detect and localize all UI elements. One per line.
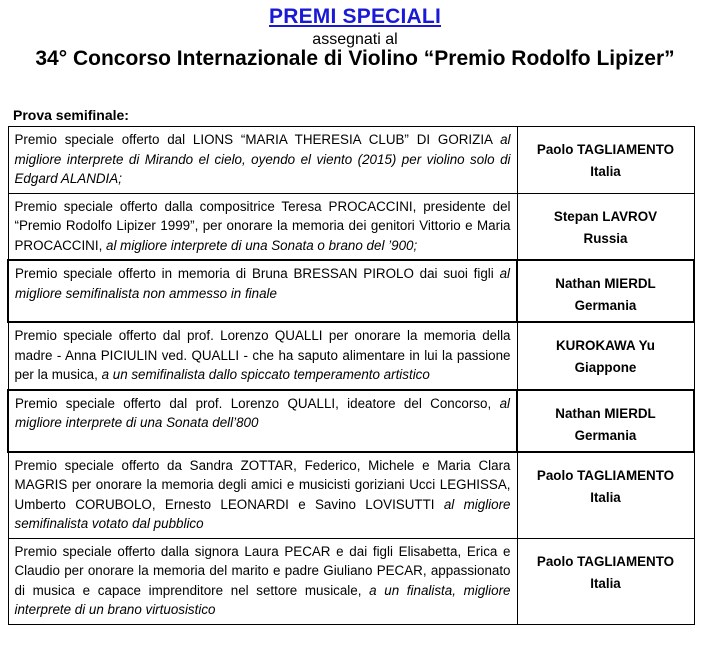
winner-country: Germania <box>574 298 637 313</box>
prize-row <box>8 452 694 539</box>
prize-description <box>8 127 517 194</box>
prize-description <box>8 260 517 322</box>
prize-purpose: a un finalista, migliore interprete di un brano virtuosistico <box>14 582 511 617</box>
winner-country: Italia <box>590 164 621 179</box>
winner-name: Stepan LAVROV <box>553 208 658 224</box>
prize-winner <box>517 452 694 539</box>
winner-name: Paolo TAGLIAMENTO <box>536 467 675 483</box>
prize-description <box>8 193 517 260</box>
winner-country: Russia <box>583 230 628 246</box>
prize-text: Premio speciale offerto dal prof. Lorenzo QUALLI, ideatore del Concorso, <box>15 395 500 411</box>
prize-purpose: al migliore interprete di una Sonata o brano del ’900; <box>106 237 418 253</box>
prize-description <box>8 452 517 539</box>
section-label: Prova semifinale: <box>13 107 129 123</box>
prize-purpose: al migliore semifinalista votato dal pubblico <box>14 496 511 531</box>
prize-purpose: al migliore interprete di Mirando el cielo, oyendo el viento (2015) per violino solo di Edgard ALANDIA; <box>14 132 511 186</box>
prize-winner <box>517 538 694 624</box>
winner-name: Nathan MIERDL <box>555 276 656 291</box>
winner-country: Italia <box>590 575 621 591</box>
prize-text: Premio speciale offerto dal prof. Lorenzo QUALLI per onorare la memoria della madre - Anna PICIULIN ved. QUALLI - che ha saputo alimentare in lui la passione per la musica, <box>14 328 511 382</box>
winner-country: Giappone <box>574 360 637 375</box>
document-title: PREMI SPECIALI <box>269 5 441 28</box>
prize-text: Premio speciale offerto in memoria di Bruna BRESSAN PIROLO dai suoi figli <box>15 266 500 281</box>
prize-row <box>8 260 694 322</box>
prize-winner <box>517 322 694 390</box>
competition-heading: 34° Concorso Internazionale di Violino “Premio Rodolfo Lipizer” <box>35 47 675 70</box>
prize-row <box>8 193 694 260</box>
prize-row <box>8 127 694 194</box>
prize-row <box>8 390 694 452</box>
winner-country: Italia <box>590 489 621 505</box>
prize-winner <box>517 260 694 322</box>
document-subtitle: assegnati al <box>312 31 398 48</box>
prize-text: Premio speciale offerto da Sandra ZOTTAR, Federico, Michele e Maria Clara MAGRIS per onorare la memoria degli amici e musicisti goriziani Ucci LEGHISSA, Umberto CORUBOLO, Ernesto LEONARDI e Savino LOVISUTTI <box>14 457 511 512</box>
prize-winner <box>517 390 694 452</box>
winner-name: Paolo TAGLIAMENTO <box>536 553 675 569</box>
winner-country: Germania <box>574 427 637 443</box>
prize-description <box>8 322 517 390</box>
winner-name: Nathan MIERDL <box>555 405 656 421</box>
prize-text: Premio speciale offerto dal LIONS “MARIA THERESIA CLUB” DI GORIZIA <box>14 132 501 147</box>
prize-purpose: a un semifinalista dallo spiccato temperamento artistico <box>101 367 430 382</box>
prizes-table <box>7 126 695 625</box>
prize-text: Premio speciale offerto dalla compositrice Teresa PROCACCINI, presidente del “Premio Rodolfo Lipizer 1999”, per onorare la memoria dei genitori Vittorio e Maria PROCACCINI, <box>14 198 511 253</box>
prize-row <box>8 322 694 390</box>
prize-description <box>8 538 517 624</box>
prize-winner <box>517 193 694 260</box>
winner-name: Paolo TAGLIAMENTO <box>536 142 675 157</box>
prize-winner <box>517 127 694 194</box>
prize-row <box>8 538 694 624</box>
prize-description <box>8 390 517 452</box>
prize-purpose: al migliore interprete di una Sonata dell’800 <box>15 395 510 430</box>
winner-name: KUROKAWA Yu <box>556 338 655 353</box>
prize-purpose: al migliore semifinalista non ammesso in finale <box>15 266 510 301</box>
prize-text: Premio speciale offerto dalla signora Laura PECAR e dai figli Elisabetta, Erica e Claudio per onorare la memoria del marito e padre Giuliano PECAR, appassionato di musica e capace imprenditore nel settore musicale, <box>14 543 511 598</box>
